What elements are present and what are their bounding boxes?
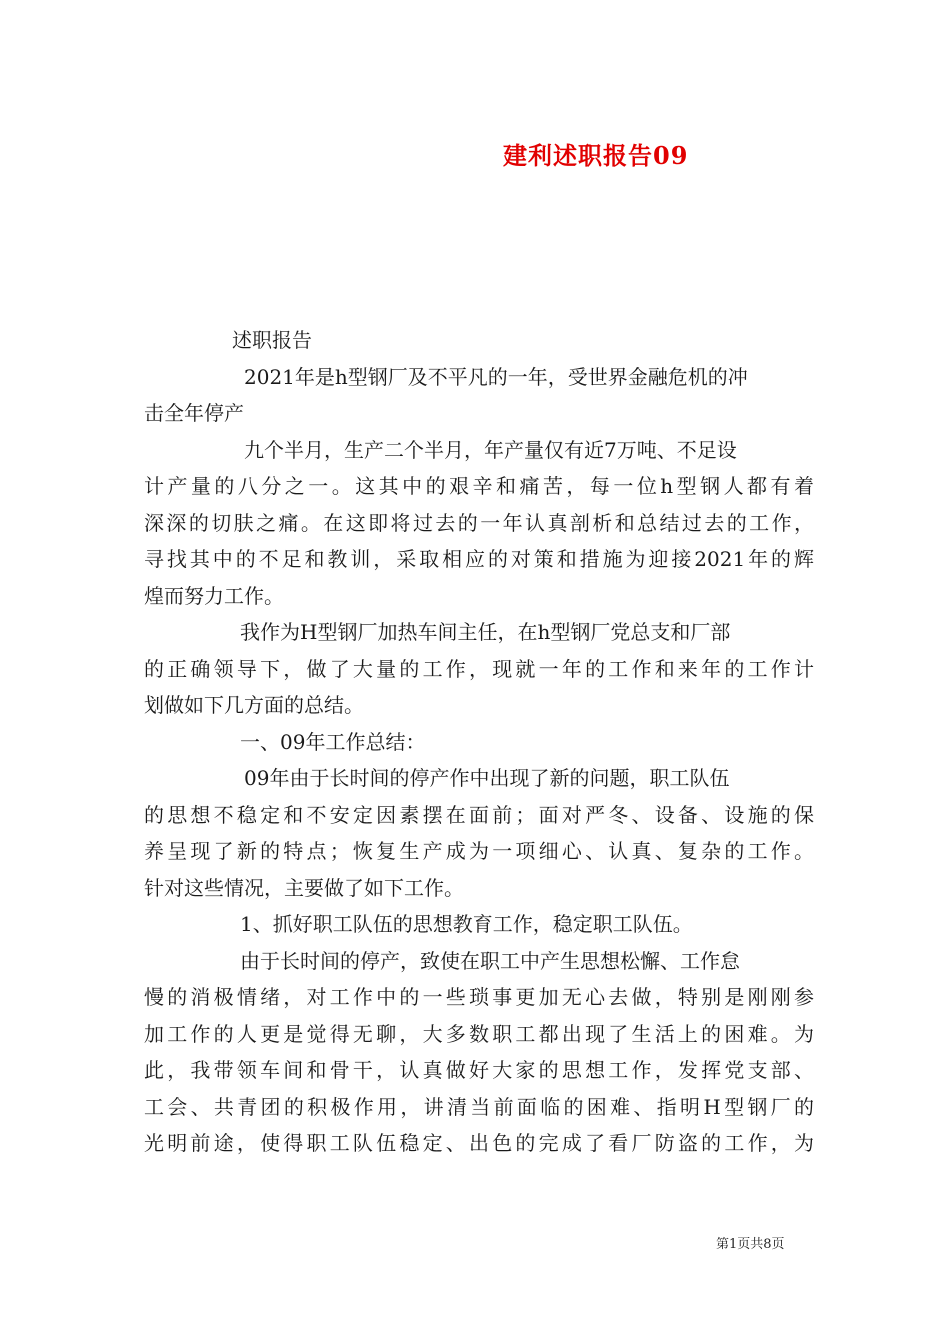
section-heading: 述职报告 <box>232 328 312 352</box>
section-heading: 一、09年工作总结： <box>240 729 426 754</box>
paragraph-line: 针对这些情况，主要做了如下工作。 <box>144 875 464 900</box>
paragraph-line: 深深的切肤之痛。在这即将过去的一年认真剖析和总结过去的工作， <box>144 510 814 535</box>
document-body <box>144 322 814 1162</box>
page-number: 第1页共8页 <box>716 1237 785 1252</box>
paragraph-line: 我作为H型钢厂加热车间主任，在h型钢厂党总支和厂部 <box>240 620 731 644</box>
paragraph-line: 09年由于长时间的停产作中出现了新的问题，职工队伍 <box>244 766 730 790</box>
paragraph-line: 煌而努力工作。 <box>144 583 284 608</box>
paragraph-line: 光明前途，使得职工队伍稳定、出色的完成了看厂防盗的工作，为 <box>144 1131 814 1155</box>
paragraph-line: 加工作的人更是觉得无聊，大多数职工都出现了生活上的困难。为 <box>144 1021 814 1046</box>
paragraph-line: 工会、共青团的积极作用，讲清当前面临的困难、指明H型钢厂的 <box>144 1094 814 1119</box>
paragraph-line: 计产量的八分之一。这其中的艰辛和痛苦，每一位h型钢人都有着 <box>144 474 814 498</box>
paragraph-line: 的思想不稳定和不安定因素摆在面前；面对严冬、设备、设施的保 <box>144 802 814 827</box>
paragraph-line: 由于长时间的停产，致使在职工中产生思想松懈、工作怠 <box>240 948 740 973</box>
paragraph-line: 击全年停产 <box>144 401 244 425</box>
document-title: 建利述职报告09 <box>503 141 689 170</box>
paragraph-line: 寻找其中的不足和教训，采取相应的对策和措施为迎接2021年的辉 <box>144 547 814 571</box>
paragraph-line: 划做如下几方面的总结。 <box>144 693 364 717</box>
paragraph-line: 此，我带领车间和骨干，认真做好大家的思想工作，发挥党支部、 <box>144 1058 814 1082</box>
paragraph-line: 九个半月，生产二个半月，年产量仅有近7万吨、不足设 <box>244 437 737 462</box>
paragraph-line: 养呈现了新的特点；恢复生产成为一项细心、认真、复杂的工作。 <box>144 839 814 863</box>
section-heading: 1、抓好职工队伍的思想教育工作，稳定职工队伍。 <box>240 912 693 936</box>
paragraph-line: 慢的消极情绪，对工作中的一些琐事更加无心去做，特别是刚刚参 <box>144 985 814 1009</box>
paragraph-line: 2021年是h型钢厂及不平凡的一年，受世界金融危机的冲 <box>244 364 748 389</box>
paragraph-line: 的正确领导下，做了大量的工作，现就一年的工作和来年的工作计 <box>144 656 814 681</box>
